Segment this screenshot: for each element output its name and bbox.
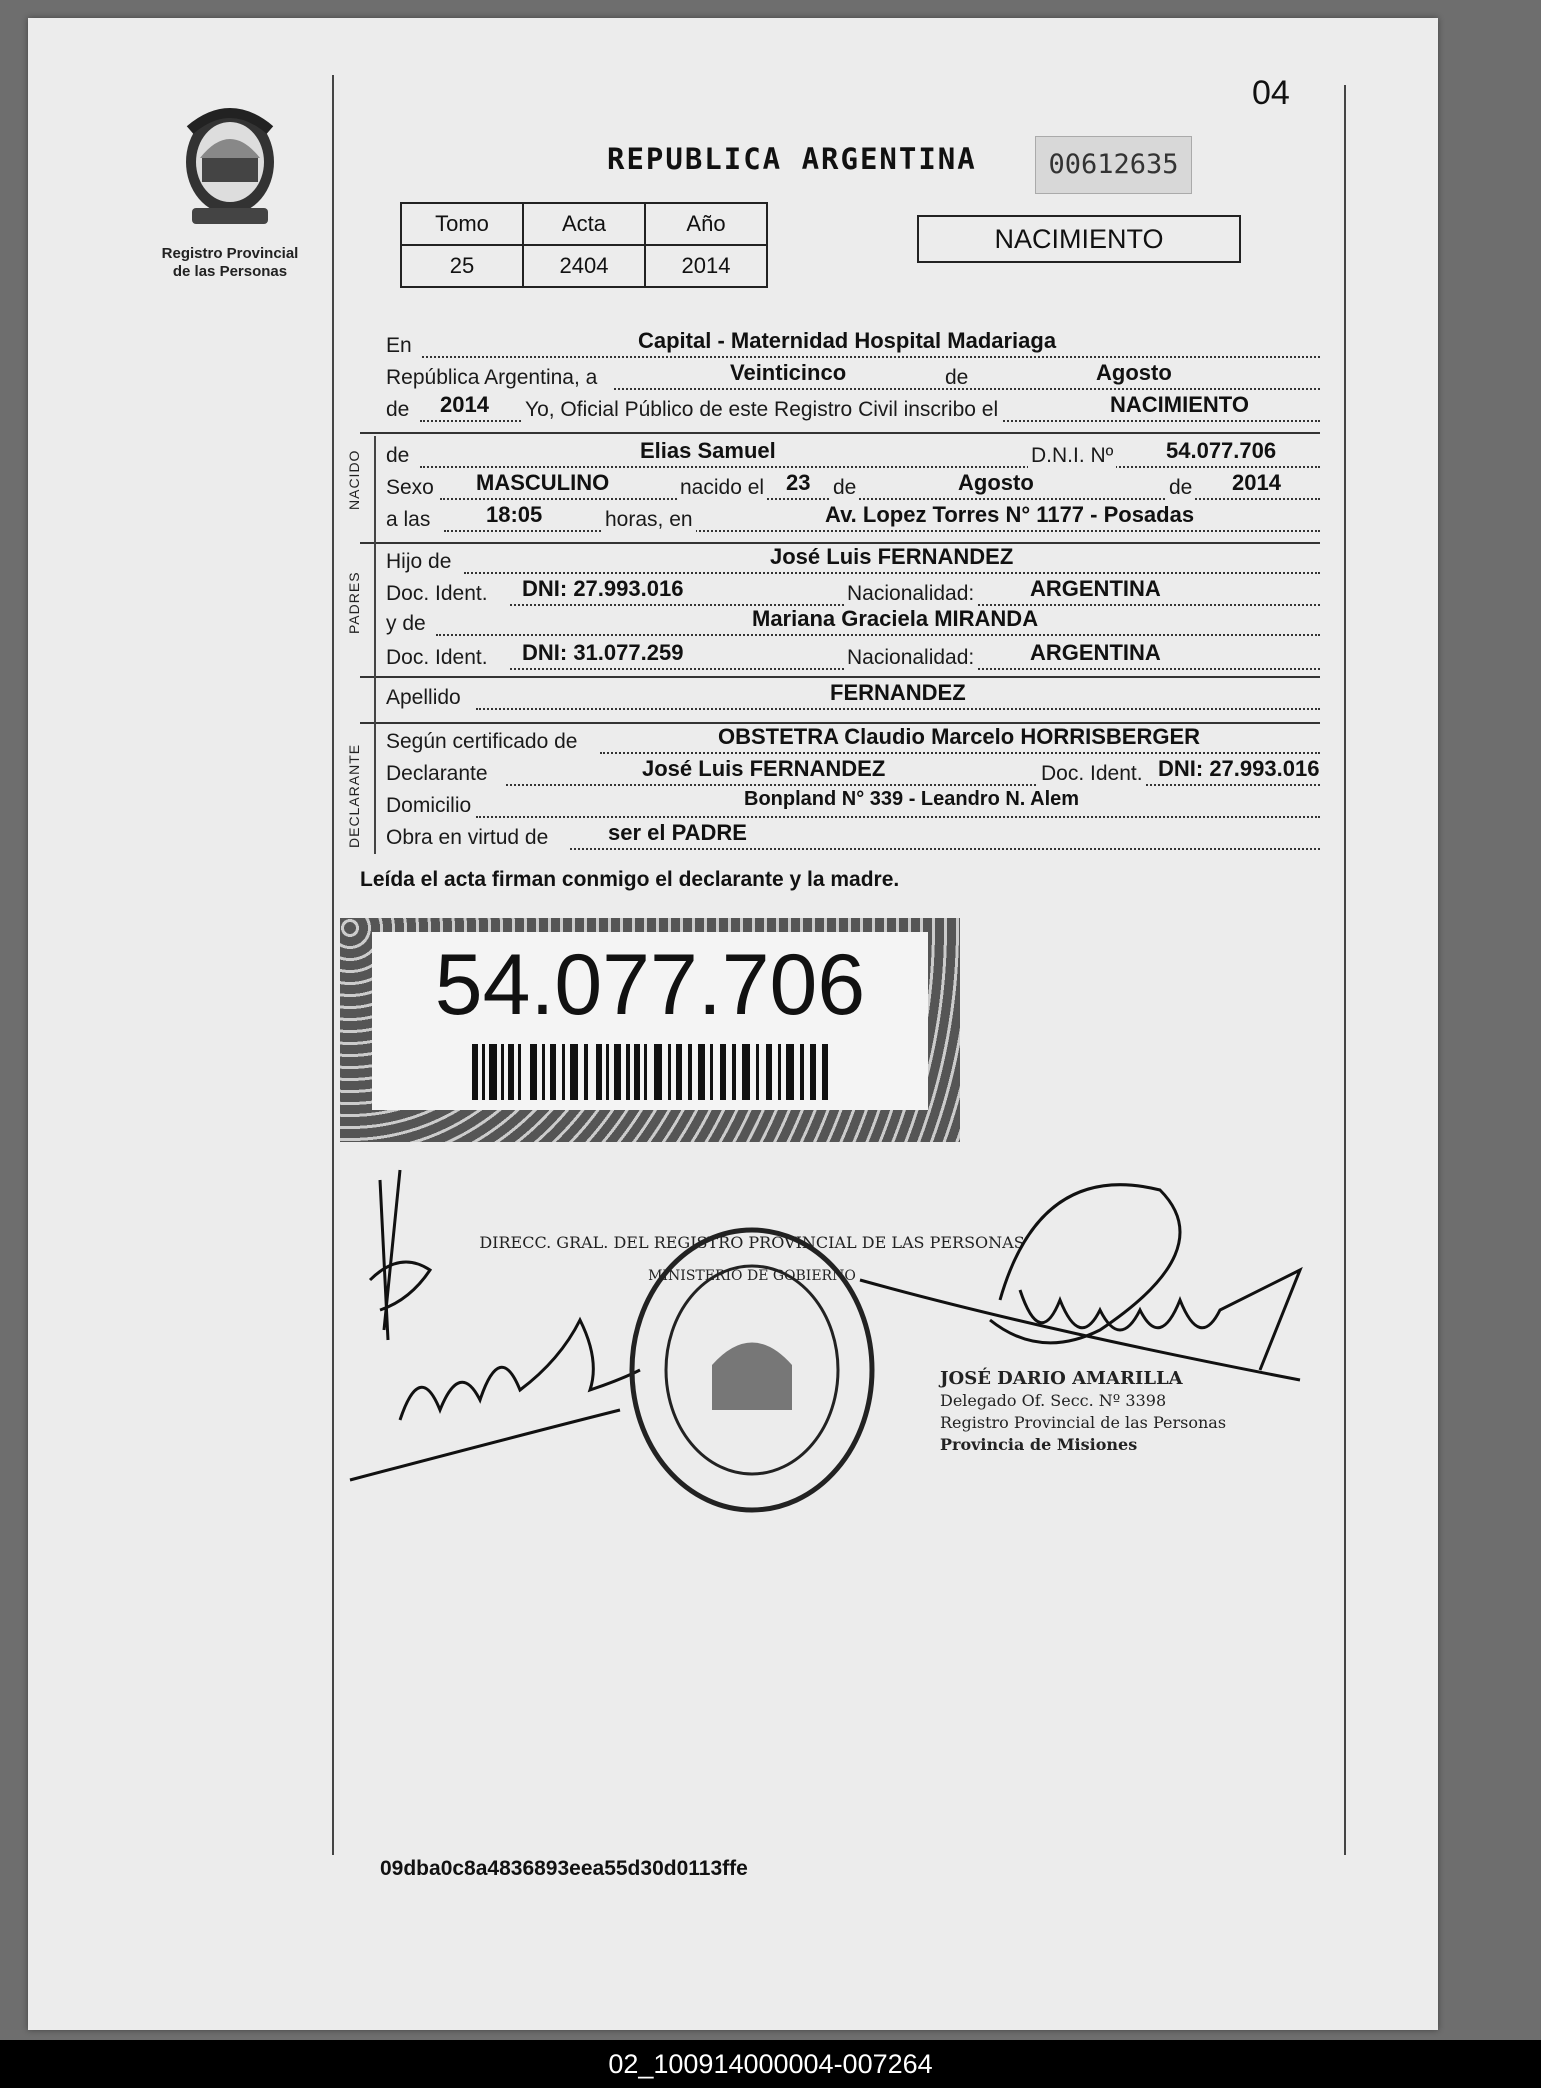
barcode-icon	[472, 1044, 828, 1100]
value-nac-dia: 23	[786, 470, 811, 495]
label-domicilio: Domicilio	[386, 794, 472, 817]
registry-logo	[150, 100, 310, 281]
document-hash: 09dba0c8a4836893eea55d30d0113ffe	[380, 1857, 748, 1880]
dotted-line	[570, 848, 1320, 850]
section-divider	[360, 676, 1320, 678]
label-republica: República Argentina, a	[386, 366, 598, 389]
label-segun: Según certificado de	[386, 730, 578, 753]
value-dni: 54.077.706	[1166, 438, 1277, 463]
dotted-line	[600, 752, 1320, 754]
value-domicilio: Bonpland N° 339 - Leandro N. Alem	[744, 788, 1080, 810]
label-y-de: y de	[386, 612, 426, 635]
label-a-las: a las	[386, 508, 431, 531]
value-nac-mes: Agosto	[958, 470, 1034, 495]
side-label-nacido: NACIDO	[346, 449, 362, 510]
table-value-anio: 2014	[645, 245, 767, 287]
page-number: 04	[1252, 74, 1290, 112]
label-de2: de	[830, 476, 859, 500]
label-dni: D.N.I. Nº	[1028, 444, 1116, 468]
label-horas-en: horas, en	[602, 508, 696, 532]
closing-text: Leída el acta firman conmigo el declarante y la madre.	[360, 868, 900, 891]
section-divider	[360, 432, 1320, 434]
sidebar-divider	[374, 436, 376, 854]
value-obra: ser el PADRE	[608, 820, 747, 845]
official-block	[940, 1368, 1226, 1456]
footer-id: 02_100914000004-007264	[0, 2040, 1541, 2088]
label-declarante: Declarante	[386, 762, 488, 785]
value-mes: Agosto	[1096, 360, 1172, 385]
side-label-declarante: DECLARANTE	[346, 743, 362, 848]
value-anio: 2014	[440, 392, 489, 417]
table-value-acta: 2404	[523, 245, 645, 287]
value-hora: 18:05	[486, 502, 543, 527]
label-de3: de	[1166, 476, 1195, 500]
label-nacionalidad-madre: Nacionalidad:	[844, 646, 977, 670]
barcode-label	[340, 918, 960, 1142]
record-type-box: NACIMIENTO	[917, 215, 1241, 263]
logo-caption-line1: Registro Provincial	[161, 245, 299, 262]
dotted-line	[420, 466, 1320, 468]
side-label-padres: PADRES	[346, 571, 362, 634]
value-madre-doc: DNI: 31.077.259	[522, 640, 684, 665]
registry-table	[400, 202, 768, 288]
official-line3: Registro Provincial de las Personas	[940, 1413, 1227, 1432]
serial-number-stamp: 00612635	[1035, 136, 1192, 194]
label-obra: Obra en virtud de	[386, 826, 549, 849]
table-header-tomo: Tomo	[401, 203, 523, 245]
right-margin-line	[1344, 85, 1346, 1855]
dotted-line	[464, 572, 1320, 574]
label-nacionalidad: Nacionalidad:	[844, 582, 977, 606]
dotted-line	[444, 530, 1320, 532]
dotted-line	[506, 784, 1320, 786]
table-value-tomo: 25	[401, 245, 523, 287]
dotted-line	[476, 816, 1320, 818]
value-declarante: José Luis FERNANDEZ	[642, 756, 886, 781]
official-line4: Provincia de Misiones	[940, 1435, 1138, 1454]
value-lugar: Capital - Maternidad Hospital Madariaga	[638, 328, 1057, 353]
signatures-area	[340, 1160, 1340, 1520]
label-en: En	[386, 334, 412, 357]
label-nacido-el: nacido el	[677, 476, 767, 500]
value-lugar-nac: Av. Lopez Torres N° 1177 - Posadas	[825, 502, 1195, 527]
label-doc-ident-madre: Doc. Ident.	[386, 646, 488, 669]
value-padre: José Luis FERNANDEZ	[770, 544, 1014, 569]
value-padre-doc: DNI: 27.993.016	[522, 576, 684, 601]
stamp-ring-text: DIRECC. GRAL. DEL REGISTRO PROVINCIAL DE LAS PERSONAS	[479, 1233, 1025, 1252]
official-line2: Delegado Of. Secc. Nº 3398	[940, 1391, 1167, 1410]
value-nombre: Elias Samuel	[640, 438, 776, 463]
label-hijo-de: Hijo de	[386, 550, 452, 573]
barcode-number: 54.077.706	[434, 937, 866, 1033]
label-de-name: de	[386, 444, 410, 467]
value-madre: Mariana Graciela MIRANDA	[752, 606, 1039, 631]
dotted-line	[422, 356, 1320, 358]
table-header-anio: Año	[645, 203, 767, 245]
logo-caption	[150, 245, 310, 281]
document-title: REPUBLICA ARGENTINA	[607, 142, 977, 176]
left-signature-icon	[350, 1170, 640, 1480]
dotted-line	[436, 634, 1320, 636]
label-de: de	[945, 366, 969, 389]
table-header-acta: Acta	[523, 203, 645, 245]
official-name: JOSÉ DARIO AMARILLA	[940, 1368, 1183, 1389]
value-nac-anio: 2014	[1232, 470, 1281, 495]
right-signature-icon	[860, 1185, 1300, 1380]
stamp-inner-text: MINISTERIO DE GOBIERNO	[648, 1268, 856, 1284]
left-margin-line	[332, 75, 334, 1855]
value-madre-nac: ARGENTINA	[1030, 640, 1161, 665]
label-de-year: de	[386, 398, 410, 421]
dotted-line	[476, 708, 1320, 710]
label-oficial: Yo, Oficial Público de este Registro Civil inscribo el	[522, 398, 1001, 422]
value-certificado: OBSTETRA Claudio Marcelo HORRISBERGER	[718, 724, 1201, 749]
label-apellido: Apellido	[386, 686, 461, 709]
value-padre-nac: ARGENTINA	[1030, 576, 1161, 601]
logo-caption-line2: de las Personas	[172, 263, 288, 280]
label-doc-ident: Doc. Ident.	[386, 582, 488, 605]
value-apellido: FERNANDEZ	[830, 680, 966, 705]
misiones-seal-icon	[170, 100, 290, 240]
value-tipo: NACIMIENTO	[1110, 392, 1249, 417]
label-sexo: Sexo	[386, 476, 434, 499]
barcode-inner	[372, 932, 928, 1110]
value-dia-texto: Veinticinco	[730, 360, 847, 385]
label-declarante-doc: Doc. Ident.	[1038, 762, 1146, 786]
value-declarante-doc: DNI: 27.993.016	[1158, 756, 1320, 781]
value-sexo: MASCULINO	[476, 470, 610, 495]
